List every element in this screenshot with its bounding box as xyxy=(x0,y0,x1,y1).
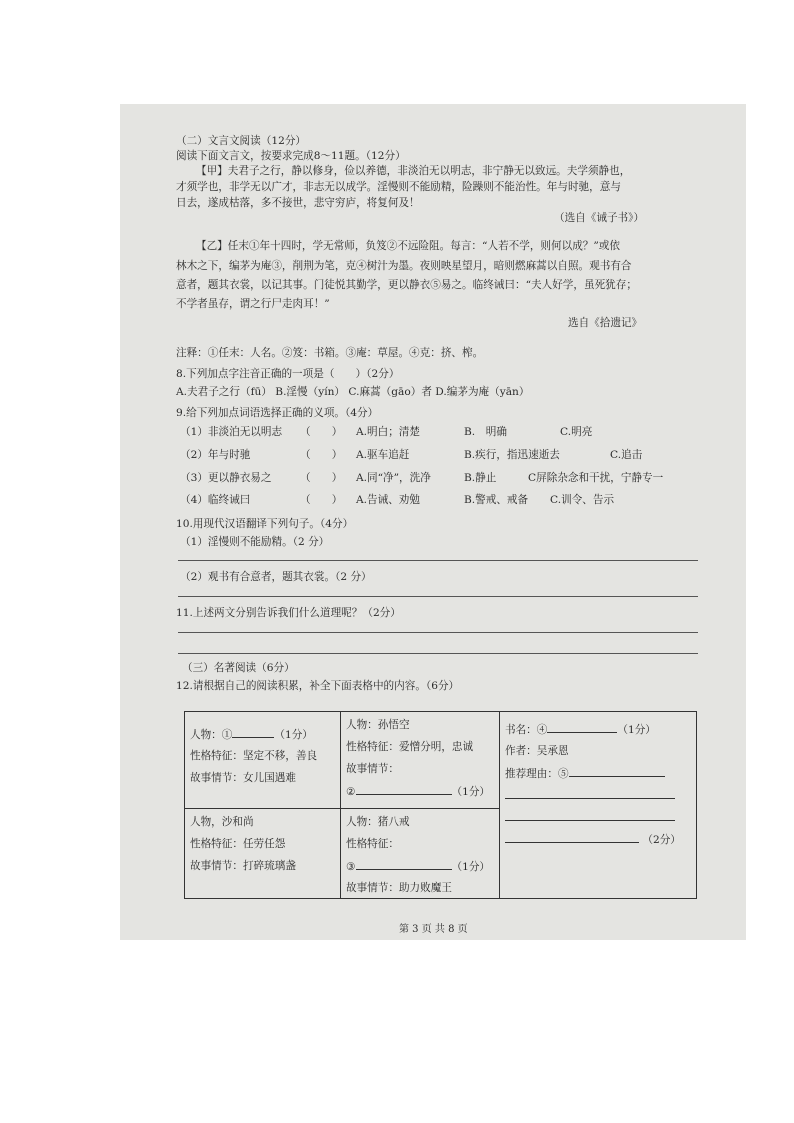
cell-text: 故事情节：女儿国遇难 xyxy=(190,772,296,784)
table-cell-character-2 xyxy=(341,712,500,809)
q9-option-a: A.同“净”，洗净 xyxy=(356,472,431,484)
answer-blank xyxy=(356,855,452,870)
answer-blank xyxy=(505,828,639,843)
cell-text: 性格特征：坚定不移，善良 xyxy=(190,750,318,762)
q9-answer-paren: （ ） xyxy=(300,449,343,461)
cell-text: （1分） xyxy=(617,724,656,736)
passage-yi-line: 不学者虽存，谓之行尸走肉耳！” xyxy=(176,298,330,310)
passage-yi-line: 林木之下，编茅为庵③，削荆为笔，克④树汁为墨。夜则映星望月，暗则燃麻蒿以自照。观书有合 xyxy=(176,260,632,272)
cell-text: 故事情节：助力败魔王 xyxy=(346,882,452,894)
q9-option-a: A.告诫、劝勉 xyxy=(356,494,420,506)
answer-blank xyxy=(547,718,617,733)
cell-text: 性格特征：爱憎分明，忠诚 xyxy=(346,741,474,753)
answer-blank xyxy=(569,762,665,777)
cell-text: 故事情节：打碎琉璃盏 xyxy=(190,860,296,872)
q10-sub2: （2）观书有合意者，题其衣裳。（2 分） xyxy=(180,571,372,583)
answer-blank xyxy=(356,780,452,795)
section-heading: （二）文言文阅读（12分） xyxy=(176,135,307,147)
cell-text: （1分） xyxy=(451,786,491,798)
passage-jia-line: 【甲】夫君子之行，静以修身，俭以养德，非淡泊无以明志，非宁静无以致远。夫学须静也， xyxy=(196,165,631,177)
q10-stem: 10.用现代汉语翻译下列句子。（4分） xyxy=(176,518,354,530)
q9-option-a: A.驱车追赶 xyxy=(356,449,410,461)
q9-item: （2）年与时驰 xyxy=(180,449,251,461)
cell-text: 人物：猪八戒 xyxy=(346,816,410,828)
q9-option-c: C.训令、告示 xyxy=(550,494,615,506)
answer-line xyxy=(178,653,698,654)
cell-text: （2分） xyxy=(642,834,681,846)
cell-text: 人物：孙悟空 xyxy=(346,719,410,731)
notes: 注释：①任末：人名。②笈：书箱。③庵：草屋。④克：挤、榨。 xyxy=(176,347,484,359)
q9-item: （4）临终诫曰 xyxy=(180,494,251,506)
table-cell-character-1 xyxy=(185,712,341,809)
table-cell-character-3 xyxy=(185,809,341,899)
answer-blank xyxy=(505,806,675,821)
page-number: 第 3 页 共 8 页 xyxy=(399,924,468,935)
q8-options: A.夫君子之行（fū） B.淫慢（yín） C.麻蒿（gāo）者 D.编茅为庵（yān） xyxy=(176,386,530,398)
section-intro: 阅读下面文言文，按要求完成8～11题。（12分） xyxy=(176,150,406,162)
passage-jia-line: 才须学也，非学无以广才，非志无以成学。淫慢则不能励精，险躁则不能治性。年与时驰，意与 xyxy=(176,181,621,193)
cell-text: （1分） xyxy=(274,729,313,741)
reading-table xyxy=(184,711,697,899)
q10-sub1: （1）淫慢则不能励精。（2 分） xyxy=(180,536,330,548)
passage-yi-source: 选自《拾遗记》 xyxy=(568,317,643,329)
answer-line xyxy=(178,632,698,633)
table-cell-character-4 xyxy=(341,809,500,899)
cell-text: 性格特征： xyxy=(346,838,399,850)
q9-option-a: A.明白；清楚 xyxy=(356,426,420,438)
q9-option-b: B.静止 xyxy=(464,472,497,484)
answer-line xyxy=(178,560,698,561)
q12-stem: 12.请根据自己的阅读积累，补全下面表格中的内容。（6分） xyxy=(176,680,460,692)
exam-page xyxy=(120,104,746,940)
cell-text: ③ xyxy=(346,861,356,873)
passage-jia-source: （选自《诫子书》） xyxy=(554,212,645,224)
q9-option-b: B. 明确 xyxy=(464,426,507,438)
cell-text: 人物，沙和尚 xyxy=(190,816,254,828)
q9-option-c: C.明亮 xyxy=(560,426,593,438)
cell-text: （1分） xyxy=(451,861,491,873)
q9-answer-paren: （ ） xyxy=(300,472,343,484)
passage-jia-line: 日去，遂成枯落，多不接世，悲守穷庐，将复何及！ xyxy=(176,197,420,209)
table-cell-book xyxy=(500,712,697,899)
cell-text: 性格特征：任劳任怨 xyxy=(190,838,286,850)
section3-heading: （三）名著阅读（6分） xyxy=(182,662,295,674)
cell-text: 推荐理由：⑤ xyxy=(505,768,569,780)
q8-stem: 8.下列加点字注音正确的一项是（ ）（2分） xyxy=(176,368,400,380)
passage-yi-line: 意者，题其衣裳，以记其事。门徒悦其勤学，更以静衣⑤易之。临终诫曰：“夫人好学，虽死犹存； xyxy=(176,279,637,291)
q9-answer-paren: （ ） xyxy=(300,494,343,506)
q9-option-c: C.追击 xyxy=(610,449,643,461)
cell-text: 作者：吴承恩 xyxy=(505,745,569,757)
cell-text: 书名：④ xyxy=(505,724,548,736)
passage-yi-line: 【乙】任末①年十四时，学无常师，负笈②不远险阻。每言：“人若不学，则何以成？”或依 xyxy=(196,240,620,252)
q9-item: （3）更以静衣易之 xyxy=(180,472,272,484)
cell-text: 故事情节： xyxy=(346,763,399,775)
cell-text: ② xyxy=(346,786,356,798)
q11-stem: 11.上述两文分别告诉我们什么道理呢？（2分） xyxy=(176,607,401,619)
q9-answer-paren: （ ） xyxy=(300,426,343,438)
q9-option-b: B.疾行，指迅速逝去 xyxy=(464,449,560,461)
q9-item: （1）非淡泊无以明志 xyxy=(180,426,283,438)
answer-blank xyxy=(232,723,274,738)
q9-stem: 9.给下列加点词语选择正确的义项。（4分） xyxy=(176,407,379,419)
answer-line xyxy=(178,596,698,597)
cell-text: 人物：① xyxy=(190,729,233,741)
q9-option-b: B.警戒、戒备 xyxy=(464,494,529,506)
q9-option-c: C屏除杂念和干扰，宁静专一 xyxy=(528,472,664,484)
answer-blank xyxy=(505,784,675,799)
